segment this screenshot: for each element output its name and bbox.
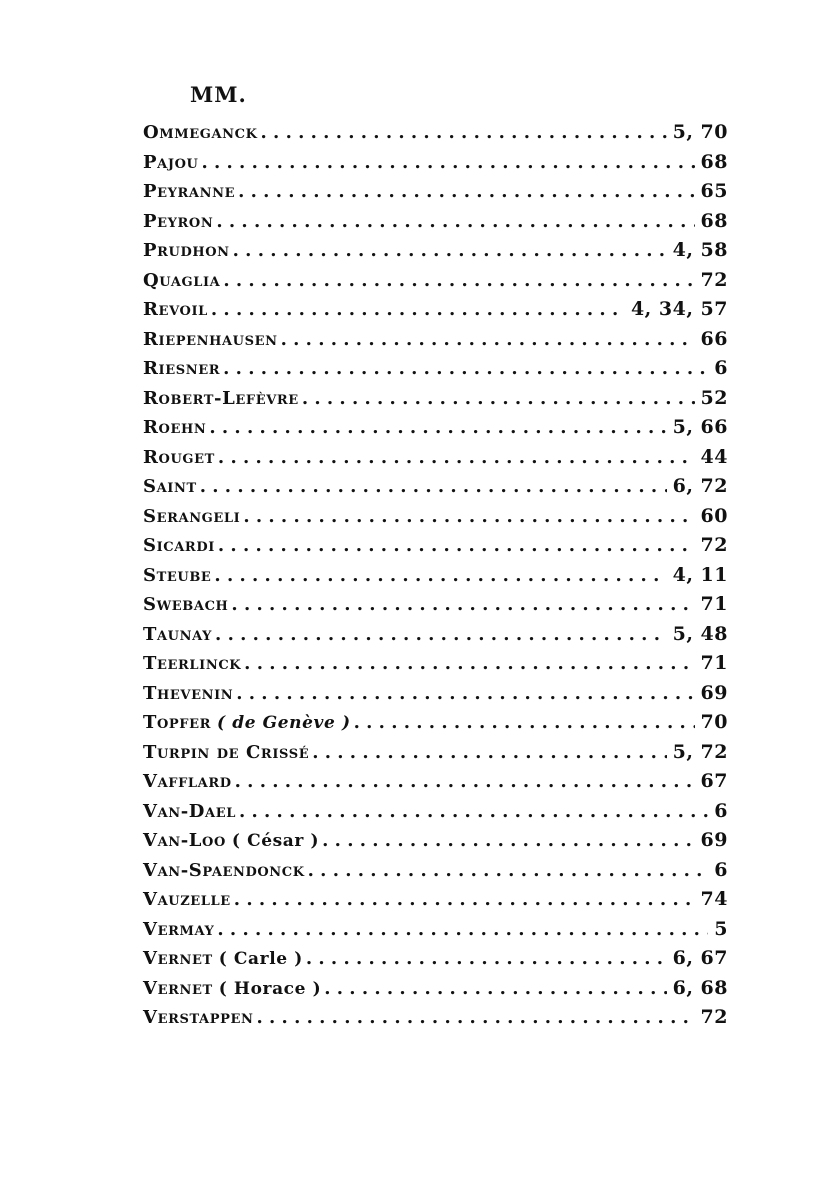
dot-leader — [236, 679, 694, 709]
page-numbers: 60 — [700, 504, 728, 527]
dot-leader — [216, 207, 694, 237]
dot-leader — [238, 177, 694, 207]
page-numbers: 6 — [714, 858, 728, 881]
page-numbers: 70 — [700, 711, 728, 733]
dot-leader — [261, 118, 667, 148]
artist-name: Swebach — [143, 594, 229, 615]
artist-name: Taunay — [143, 623, 213, 645]
page-numbers: 68 — [700, 209, 728, 232]
index-entry — [143, 177, 728, 207]
index-entry — [143, 207, 728, 237]
artist-note: ( de Genève ) — [217, 713, 351, 733]
dot-leader — [322, 826, 694, 856]
artist-name: Vauzelle — [143, 889, 231, 910]
dot-leader — [256, 1003, 694, 1033]
dot-leader — [201, 148, 694, 178]
artist-name: Ommeganck — [143, 122, 258, 143]
page-numbers: 5, 48 — [672, 622, 728, 645]
page-numbers: 69 — [700, 681, 728, 704]
index-entry — [143, 295, 728, 325]
artist-name: Van-Spaendonck — [143, 859, 305, 881]
artist-name: Revoil — [143, 299, 208, 320]
page-numbers: 44 — [700, 445, 728, 468]
artist-name: Saint — [143, 476, 197, 497]
dot-leader — [234, 885, 695, 915]
dot-leader — [218, 443, 695, 473]
page-numbers: 65 — [700, 180, 728, 202]
index-entry — [143, 236, 728, 266]
page-numbers: 4, 11 — [672, 563, 728, 586]
page-numbers: 68 — [700, 150, 728, 173]
dot-leader — [223, 354, 708, 384]
artist-name: Vafflard — [143, 771, 232, 792]
artist-name: Riesner — [143, 358, 221, 379]
index-entry — [143, 384, 728, 414]
dot-leader — [239, 797, 708, 827]
dot-leader — [243, 502, 694, 532]
artist-note: ( Horace ) — [218, 978, 322, 999]
artist-note: ( César ) — [231, 831, 320, 851]
artist-name: Teerlinck — [143, 653, 242, 674]
index-entry — [143, 797, 728, 827]
page-numbers: 6 — [714, 799, 728, 822]
page-heading: MM. — [190, 82, 247, 107]
dot-leader — [200, 472, 667, 502]
artist-name: Peyron — [143, 210, 214, 232]
dot-leader — [302, 384, 695, 414]
artist-name: Riepenhausen — [143, 328, 278, 350]
dot-leader — [312, 738, 666, 768]
index-entry — [143, 472, 728, 502]
page-numbers: 6, 72 — [672, 475, 728, 497]
dot-leader — [235, 767, 695, 797]
dot-leader — [244, 649, 694, 679]
page-numbers: 72 — [700, 268, 728, 291]
dot-leader — [217, 915, 708, 945]
artist-surname: Topfer — [143, 712, 212, 733]
artist-note: ( Carle ) — [218, 949, 303, 969]
page-numbers: 71 — [700, 652, 728, 674]
page-numbers: 74 — [700, 888, 728, 910]
artist-name — [143, 708, 351, 739]
dot-leader — [215, 620, 667, 650]
artist-name: Quaglia — [143, 269, 221, 291]
page-numbers: 6, 67 — [672, 947, 728, 969]
index-entry — [143, 561, 728, 591]
page-numbers: 4, 58 — [672, 239, 728, 261]
dot-leader — [308, 856, 709, 886]
dot-leader — [214, 561, 666, 591]
index-entry — [143, 620, 728, 650]
index-entry — [143, 325, 728, 355]
artist-index-list — [143, 118, 728, 1033]
artist-surname: Van-Loo — [143, 830, 226, 851]
artist-name: Prudhon — [143, 240, 230, 261]
index-entry — [143, 1003, 728, 1033]
index-entry — [143, 738, 728, 768]
index-entry — [143, 354, 728, 384]
dot-leader — [354, 708, 695, 738]
page-numbers: 66 — [700, 327, 728, 350]
index-entry — [143, 915, 728, 945]
page-numbers: 5 — [714, 917, 728, 940]
artist-name: Thevenin — [143, 682, 234, 704]
artist-name: Roehn — [143, 417, 207, 438]
dot-leader — [223, 266, 694, 296]
artist-name — [143, 974, 321, 1005]
artist-name: Pajou — [143, 151, 199, 173]
page-numbers: 5, 66 — [672, 416, 728, 438]
index-entry — [143, 590, 728, 620]
page-numbers: 6 — [714, 357, 728, 379]
dot-leader — [218, 531, 695, 561]
index-entry — [143, 856, 728, 886]
index-entry — [143, 266, 728, 296]
page-numbers: 71 — [700, 593, 728, 615]
index-entry — [143, 974, 728, 1004]
artist-name: Peyranne — [143, 181, 236, 202]
page-numbers: 5, 72 — [672, 740, 728, 763]
index-entry — [143, 413, 728, 443]
artist-name: Steube — [143, 564, 212, 586]
artist-surname: Vernet — [143, 948, 213, 969]
dot-leader — [281, 325, 695, 355]
index-entry — [143, 118, 728, 148]
artist-name: Serangeli — [143, 505, 241, 527]
index-entry — [143, 767, 728, 797]
artist-name: Rouget — [143, 446, 215, 468]
dot-leader — [233, 236, 667, 266]
index-entry — [143, 708, 728, 738]
index-entry — [143, 679, 728, 709]
artist-name: Turpin de Crissé — [143, 741, 310, 763]
page-numbers: 52 — [700, 386, 728, 409]
artist-name: Sicardi — [143, 535, 215, 556]
page-numbers: 67 — [700, 770, 728, 792]
page-numbers: 5, 70 — [672, 121, 728, 143]
artist-name: Robert-Lefèvre — [143, 387, 299, 409]
index-entry — [143, 649, 728, 679]
dot-leader — [211, 295, 625, 325]
index-entry — [143, 443, 728, 473]
index-entry — [143, 148, 728, 178]
index-entry — [143, 502, 728, 532]
artist-name: Vermay — [143, 918, 215, 940]
artist-name: Van-Dael — [143, 800, 236, 822]
page-numbers: 69 — [700, 829, 728, 851]
artist-surname: Vernet — [143, 977, 213, 999]
artist-name: Verstappen — [143, 1007, 254, 1028]
artist-name — [143, 826, 319, 857]
page-numbers: 72 — [700, 534, 728, 556]
page-numbers: 6, 68 — [672, 976, 728, 999]
dot-leader — [209, 413, 666, 443]
index-entry — [143, 944, 728, 974]
dot-leader — [324, 974, 666, 1004]
page-numbers: 4, 34, 57 — [630, 298, 728, 320]
artist-name — [143, 944, 303, 975]
page-numbers: 72 — [700, 1006, 728, 1028]
index-entry — [143, 885, 728, 915]
dot-leader — [231, 590, 694, 620]
index-entry — [143, 531, 728, 561]
index-entry — [143, 826, 728, 856]
dot-leader — [306, 944, 667, 974]
